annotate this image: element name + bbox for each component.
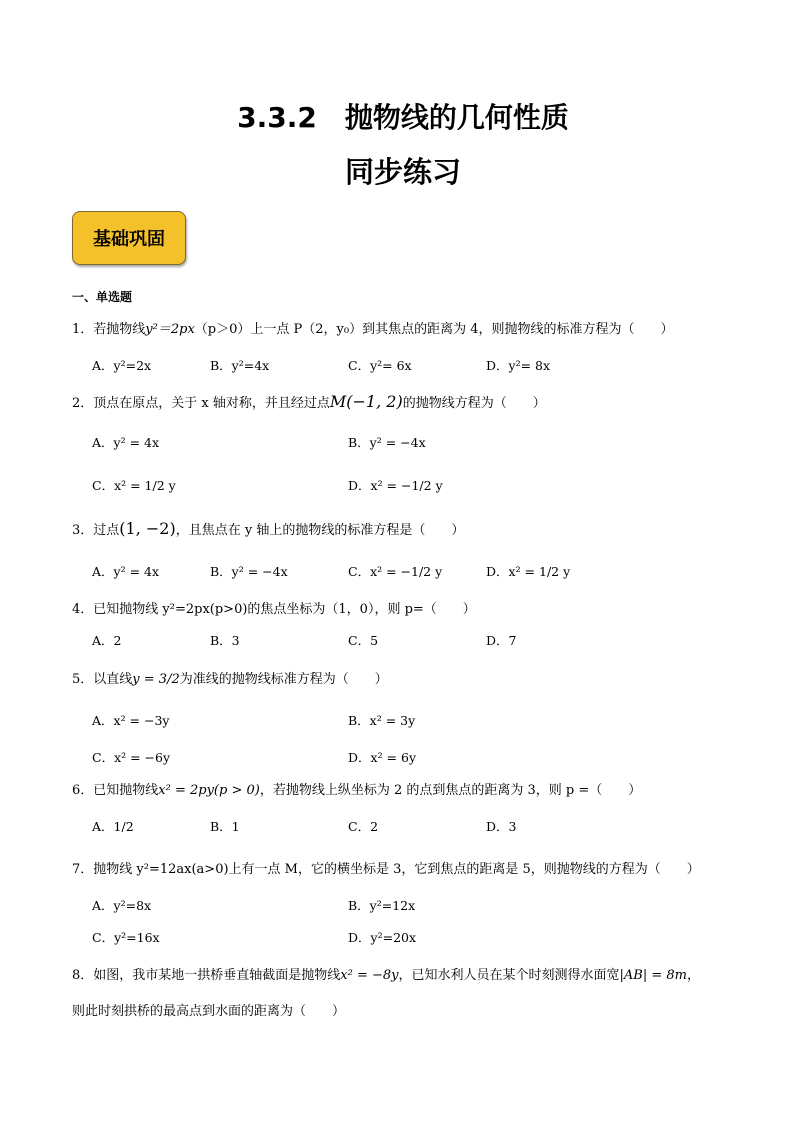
option-c: C．y²=16x [92, 930, 160, 945]
q-point: M(−1, 2) [329, 392, 403, 411]
option-c: C．y²= 6x [348, 358, 412, 373]
question-6 [72, 779, 641, 798]
q-text: ， [687, 968, 701, 983]
option-b: B．y²=12x [348, 898, 416, 913]
question-8-line-2: 则此时刻拱桥的最高点到水面的距离为（ ） [72, 1004, 346, 1019]
option-c: C．x² = 1/2 y [92, 478, 176, 493]
section-badge [72, 211, 186, 265]
option-c: C．5 [348, 633, 379, 648]
q-text: 抛物线 y²=12ax(a>0)上有一点 M，它的横坐标是 3，它到焦点的距离是 5，则抛物线的方程为（ ） [93, 862, 700, 877]
option-d: D．7 [486, 633, 517, 648]
option-c: C．x² = −6y [92, 750, 171, 765]
q-equation: x² = 2py(p > 0) [158, 783, 260, 798]
option-c: C．x² = −1/2 y [348, 564, 443, 579]
question-3 [72, 519, 464, 538]
q-text: 为准线的抛物线标准方程为（ ） [179, 672, 388, 687]
q-number: 5． [72, 672, 94, 687]
q-equation: x² = −8y [340, 968, 399, 983]
q-text: 已知抛物线 [93, 783, 159, 798]
question-4 [72, 598, 476, 617]
option-b: B．1 [210, 819, 240, 834]
q-text: ，若抛物线上纵坐标为 2 的点到焦点的距离为 3，则 p =（ ） [259, 783, 642, 798]
q-text: 上一点 P（2，y₀）到其焦点的距离为 4，则抛物线的标准方程为（ ） [250, 322, 674, 337]
q-number: 6． [72, 783, 94, 798]
page-subtitle: 同步练习 [344, 155, 461, 189]
q-equation: y²＝2px [145, 322, 195, 337]
option-d: D．x² = 1/2 y [486, 564, 571, 579]
q-text: ，且焦点在 y 轴上的抛物线的标准方程是（ ） [175, 523, 465, 538]
option-b: B．y²=4x [210, 358, 270, 373]
option-a: A．1/2 [92, 819, 134, 834]
question-7 [72, 858, 700, 877]
q-number: 1． [72, 322, 94, 337]
option-b: B．y² = −4x [348, 435, 426, 450]
option-d: D．x² = 6y [348, 750, 417, 765]
option-d: D．3 [486, 819, 517, 834]
option-d: D．y²= 8x [486, 358, 551, 373]
q-number: 2． [72, 396, 94, 411]
option-a: A．y²=8x [92, 898, 152, 913]
q-equation: |AB| = 8m [619, 968, 687, 983]
badge-label: 基础巩固 [93, 229, 165, 250]
question-5 [72, 668, 388, 687]
q-number: 3． [72, 523, 94, 538]
q-text: ，已知水利人员在某个时刻测得水面宽 [398, 968, 620, 983]
q-number: 7． [72, 862, 94, 877]
q-text: 的抛物线方程为（ ） [402, 396, 546, 411]
option-a: A．x² = −3y [92, 713, 170, 728]
question-8 [72, 964, 700, 983]
option-b: B．3 [210, 633, 240, 648]
q-point: (1, −2) [119, 519, 176, 538]
q-text: 已知抛物线 y²=2px(p>0)的焦点坐标为（1，0），则 p=（ ） [93, 602, 476, 617]
q-text: 顶点在原点，关于 x 轴对称，并且经过点 [93, 396, 330, 411]
option-a: A．y² = 4x [92, 435, 160, 450]
q-text: 过点 [93, 523, 120, 538]
q-number: 8． [72, 968, 94, 983]
q-number: 4． [72, 602, 94, 617]
option-a: A．2 [92, 633, 122, 648]
section-heading: 一、单选题 [72, 290, 133, 304]
page-title: 3.3.2 抛物线的几何性质 [237, 101, 569, 134]
q-text: 如图，我市某地一拱桥垂直轴截面是抛物线 [93, 968, 341, 983]
option-a: A．y²=2x [92, 358, 152, 373]
q-condition: （p＞0） [194, 322, 251, 337]
question-1 [72, 318, 674, 337]
q-text: 若抛物线 [93, 322, 146, 337]
q-text: 以直线 [93, 672, 133, 687]
option-d: D．x² = −1/2 y [348, 478, 443, 493]
option-b: B．y² = −4x [210, 564, 288, 579]
option-c: C．2 [348, 819, 379, 834]
q-equation: y = 3/2 [132, 672, 180, 687]
option-a: A．y² = 4x [92, 564, 160, 579]
option-b: B．x² = 3y [348, 713, 416, 728]
option-d: D．y²=20x [348, 930, 417, 945]
question-2 [72, 392, 546, 411]
